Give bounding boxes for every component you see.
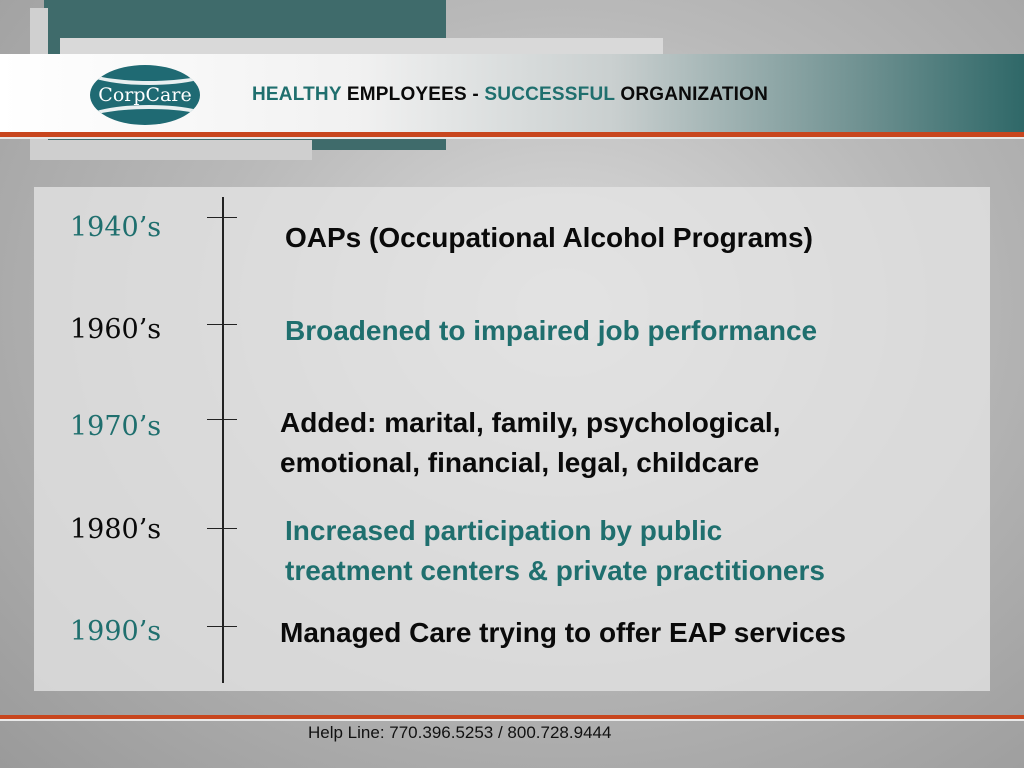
timeline-tick-1980s xyxy=(207,528,237,529)
era-description-line: Broadened to impaired job performance xyxy=(285,315,818,346)
corpcare-logo xyxy=(90,65,200,125)
logo-swoosh-top xyxy=(90,65,200,85)
era-description-1940s xyxy=(285,218,813,258)
logo-swoosh-bottom xyxy=(90,105,200,125)
era-label-1940s: 1940’s xyxy=(70,212,162,243)
title-part-employees: EMPLOYEES - xyxy=(346,84,479,105)
logo-text: CorpCare xyxy=(98,84,192,106)
title-part-organization: ORGANIZATION xyxy=(620,84,769,105)
background-light-strip xyxy=(30,140,312,160)
background-light-bar xyxy=(60,38,663,54)
title-part-successful: SUCCESSFUL xyxy=(484,84,615,105)
title-part-healthy: HEALTHY xyxy=(252,84,342,105)
era-description-1980s xyxy=(285,511,825,591)
era-description-line: Increased participation by public xyxy=(285,515,723,546)
timeline-tick-1970s xyxy=(207,419,237,420)
era-label-1970s: 1970’s xyxy=(70,411,162,442)
help-line-text: Help Line: 770.396.5253 / 800.728.9444 xyxy=(308,723,612,742)
era-label-1980s: 1980’s xyxy=(70,514,162,545)
slide-title xyxy=(252,84,768,106)
era-description-line: treatment centers & private practitioners xyxy=(285,555,825,586)
era-label-1960s: 1960’s xyxy=(70,314,162,345)
era-description-line: Managed Care trying to offer EAP services xyxy=(280,617,846,648)
era-description-line: Added: marital, family, psychological, xyxy=(280,407,781,438)
timeline-tick-1990s xyxy=(207,626,237,627)
era-description-line: emotional, financial, legal, childcare xyxy=(280,447,760,478)
era-description-1960s xyxy=(285,311,817,351)
timeline-tick-1960s xyxy=(207,324,237,325)
header-divider-shadow xyxy=(0,137,1024,139)
era-description-line: OAPs (Occupational Alcohol Programs) xyxy=(285,222,813,253)
footer-divider-shadow xyxy=(0,719,1024,721)
timeline-axis xyxy=(222,197,224,683)
era-description-1990s xyxy=(280,613,846,653)
timeline-tick-1940s xyxy=(207,217,237,218)
era-description-1970s xyxy=(280,403,781,483)
era-label-1990s: 1990’s xyxy=(70,616,162,647)
